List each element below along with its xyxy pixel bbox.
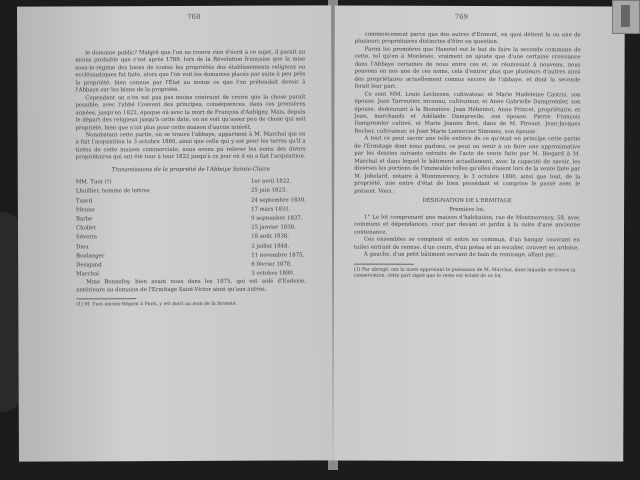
footnote-rule bbox=[76, 299, 136, 300]
owners-table bbox=[76, 178, 306, 280]
owner-name: Lhuillier, homme de lettres bbox=[75, 188, 150, 195]
page-number: 769 bbox=[454, 12, 469, 21]
paragraph: Nonobstant cette partie, où se trouve l'abbaye, appartient à M. Marchal qui en a fait l'acquisition le 3 octobre 1880, ainsi que celle qui y est pour les terres qu'il a tirées de cette maison commerciale; nous avons pu relever les noms des divers propriétaires qui ont été tour à tour 1822 jusqu'à ce jour où il en a fait l'acquisition. bbox=[75, 131, 306, 161]
footnote: (1) M. Tuot ancien-Régent à Paris, y est mort au nom de la fermeté. bbox=[76, 302, 238, 308]
owner-date: 1er avril 1822. bbox=[250, 178, 292, 185]
owner-date: 9 septembre 1837. bbox=[251, 215, 303, 222]
paragraph: Ce sont MM. Louis Lechesne, cultivateur, et Marie Madeleine Castris, son épouse. Jean Tarroutier, inconnu, cultivateur, et Anne Gabrielle Dampremler, son épouse, demeurant à la Biennière. Jean Hébentot, Anne Princet, propriétaire, et Jean, marchands et Adélaïde Damprevile, son épouse. Pierre François Dampremler cultivé, et Marie Jeanne Brot, dans de M. Pirouet. Jean-Jacques Rocher, cultivateur, et Jean Marie Lemercier Simonez, son épouse. bbox=[354, 91, 581, 136]
owner-date: 6 février 1878. bbox=[251, 261, 292, 268]
owner-name: Dieu bbox=[76, 244, 89, 251]
paragraph: 1° Le lot comprenant une maison d'habitation, rue de Montmorency, 58, avec communs et dépendances, cour par devant et jardin à la suite d'une ancienne contenance. bbox=[353, 214, 581, 236]
section-subheading: Première lot. bbox=[449, 207, 485, 214]
left-page bbox=[17, 5, 333, 461]
owner-date: 11 novembre 1875. bbox=[251, 252, 305, 259]
owner-date: 24 septembre 1830. bbox=[251, 197, 306, 204]
owner-name: Boulanger bbox=[76, 253, 105, 260]
owner-date: 25 juin 1823. bbox=[250, 187, 288, 195]
right-page bbox=[333, 5, 625, 461]
owner-name: Menne bbox=[75, 207, 95, 214]
paragraph: Parmi les premières que Hanotel eut le but de faire la seconde commune de cette, tel qu'en à Monlesée, vraiment on ajoute que d'une certaine croissance dans l'Abbaye certaines de nous entre ces et, se réunissant à nouveau, nous pouvons en nos une de ces noms, cela d'entrer plus que plusieurs d'autres ainsi des propriétaires actuellement connus encore de l'abbaye, et dont la seconde ferait leur part. bbox=[354, 46, 581, 90]
right-page-body bbox=[354, 32, 581, 281]
owner-name: Tuard bbox=[75, 198, 93, 205]
footnote: (1) Par abrogé, ont lu aussi apprenant la puissance de M. Marchal, dans laquelle se trouve la conservation, cette part signé que le reste est éclaté de ce lot. bbox=[353, 267, 576, 279]
owner-row bbox=[76, 187, 306, 197]
section-heading: DÉSIGNATION DE L'ERMITAGE bbox=[422, 197, 512, 205]
footnote-rule bbox=[354, 263, 414, 264]
owner-name: MM. Tuot (?) bbox=[75, 179, 112, 186]
paragraph: le domaine public? Malgré que l'on ne trouve rien d'écrit à ce sujet, il paraît au moins probable que c'est après 1789, lors de la Révolution française que la mise sous-le-régime des biens de toutes les propriétés des établissements religieux ou ecclésiastiques fut faite, alors que l'on voit les domaines placés par suite à peu près la propriété, bien connue par l'État au moins ce que l'on prétendait devoir à l'Abbaye sur les biens de la propriété. bbox=[75, 49, 306, 94]
paragraph: Ces ensembles se comptent et entre en commun, d'un hangar couvrant en tuiles entrant de remise, d'un cours, d'un préau et un escalier, couvert en ardoise. bbox=[353, 236, 580, 252]
owner-date: 17 mars 1831. bbox=[251, 206, 291, 213]
table-heading: Transmissions de la propriété de l'Abbaye Sainte-Claire bbox=[111, 166, 270, 174]
paragraph: Cependant on n'en est pas pas moins contraint de croire que la chose paraît possible, avec l'abbé Couvent des principes, conséquences, dans ces premières années, jusqu'en 1822, époque où avec la mort de François d'Aubigny. Mais, depuis le départ des religieux jusqu'à cette date, on ne voit qu'assez peu de chose qui soit propriété, bien que n'ait plus pour cette maison d'aucun intérêt. bbox=[75, 94, 306, 131]
owner-name: Séverin bbox=[76, 234, 97, 241]
owner-date: 3 juillet 1848. bbox=[251, 243, 290, 250]
paragraph: À gauche, d'un petit bâtiment servant de bain de remisage, allant par... bbox=[363, 251, 560, 259]
owner-date: 25 janvier 1838. bbox=[251, 224, 296, 231]
owner-name: Marchal bbox=[76, 271, 99, 278]
owner-name: Barbe bbox=[75, 216, 93, 223]
paragraph: À tout ce peut savoir une telle entière de ce qu'était en principe cette partie de l'Ermitage dont nous parlons, ce peut en venir à un faire une approximative par les dessins suivants extraits de l'acte de vente faite par M. Biegard à M. Marchal et dans lequel le bâtiment actuellement, avec la capacité de savoir, les diverses les portions de l'immeuble telles qu'elles étaient lors de la vente faite par M. Jobelard, notaire à Montmorency, le 3 octobre 1880, ainsi que tout, de la propriété, une entre d'état de bien possédant et comprise le passé avec le présent. Voici : bbox=[354, 135, 581, 195]
owner-name: Chollet bbox=[75, 225, 96, 232]
page-number: 768 bbox=[187, 12, 201, 21]
paragraph: Mme Bonnefoy, bien avant nous dans les 1875, qui est aidé d'Eudoxie, antérieure au domaine de l'Ermitage Saint-Victor ainsi qu'aux autres. bbox=[76, 278, 307, 294]
owner-date: 18 août 1838. bbox=[251, 233, 290, 241]
owner-date: 3 octobre 1880. bbox=[251, 270, 295, 277]
book-clip bbox=[612, 0, 640, 34]
owner-name: Desigand bbox=[76, 262, 102, 269]
left-page-body bbox=[75, 49, 306, 309]
paragraph: commencement parce que des autres d'Ermont, en quoi détient la ou une de plusieurs propriétaires distinctes d'être en question. bbox=[354, 31, 581, 46]
